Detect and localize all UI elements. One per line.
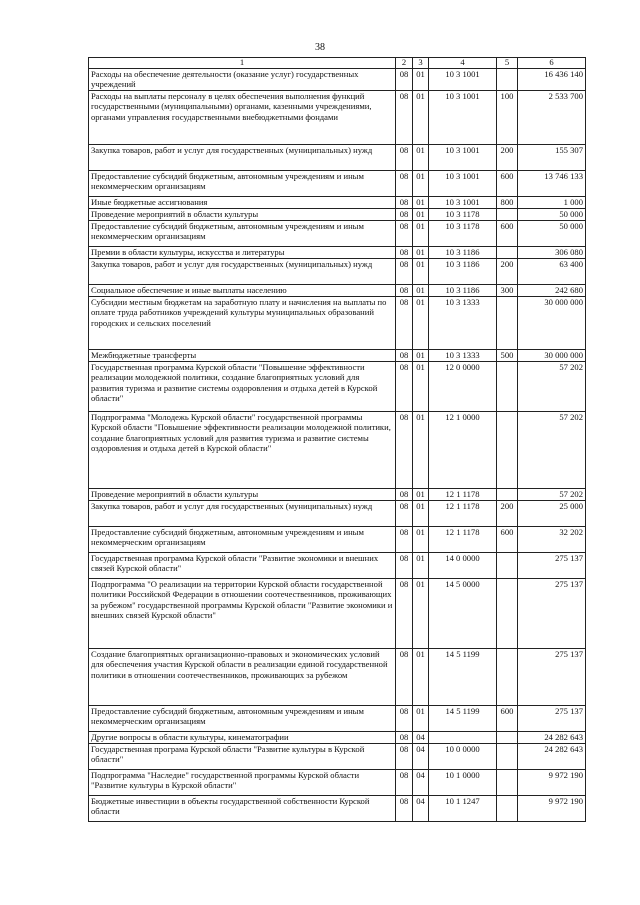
row-expense-type: 200 xyxy=(497,145,518,171)
row-name: Премии в области культуры, искусства и литературы xyxy=(89,247,396,259)
row-amount: 1 000 xyxy=(518,197,586,209)
row-target-code: 10 3 1001 xyxy=(429,197,497,209)
row-expense-type: 300 xyxy=(497,285,518,297)
table-row xyxy=(89,579,586,649)
row-amount: 24 282 643 xyxy=(518,744,586,770)
row-expense-type: 500 xyxy=(497,350,518,362)
table-row xyxy=(89,770,586,796)
table-row xyxy=(89,796,586,822)
row-amount: 2 533 700 xyxy=(518,91,586,145)
row-expense-type: 600 xyxy=(497,221,518,247)
row-subsection: 01 xyxy=(413,350,429,362)
row-section: 08 xyxy=(396,221,413,247)
row-section: 08 xyxy=(396,247,413,259)
row-subsection: 01 xyxy=(413,553,429,579)
row-expense-type xyxy=(497,247,518,259)
row-subsection: 01 xyxy=(413,527,429,553)
table-header-row xyxy=(89,58,586,69)
row-section: 08 xyxy=(396,69,413,91)
row-target-code: 14 0 0000 xyxy=(429,553,497,579)
row-section: 08 xyxy=(396,350,413,362)
row-expense-type: 200 xyxy=(497,259,518,285)
row-name: Субсидии местным бюджетам на заработную плату и начисления на выплаты по оплате труда работников учреждений культуры муниципальных образований городских и сельских поселений xyxy=(89,297,396,350)
header-col-2: 2 xyxy=(396,58,413,69)
row-expense-type: 600 xyxy=(497,706,518,732)
row-subsection: 04 xyxy=(413,732,429,744)
row-subsection: 01 xyxy=(413,171,429,197)
row-section: 08 xyxy=(396,527,413,553)
row-name: Закупка товаров, работ и услуг для государственных (муниципальных) нужд xyxy=(89,501,396,527)
row-amount: 50 000 xyxy=(518,209,586,221)
row-expense-type: 600 xyxy=(497,527,518,553)
row-target-code: 10 3 1186 xyxy=(429,259,497,285)
row-target-code: 10 3 1178 xyxy=(429,209,497,221)
row-amount: 30 000 000 xyxy=(518,350,586,362)
table-row xyxy=(89,69,586,91)
row-subsection: 01 xyxy=(413,145,429,171)
row-expense-type xyxy=(497,297,518,350)
row-section: 08 xyxy=(396,362,413,412)
row-subsection: 01 xyxy=(413,579,429,649)
header-col-5: 5 xyxy=(497,58,518,69)
row-target-code: 10 3 1186 xyxy=(429,285,497,297)
row-subsection: 01 xyxy=(413,649,429,706)
row-section: 08 xyxy=(396,744,413,770)
table-row xyxy=(89,145,586,171)
row-subsection: 01 xyxy=(413,69,429,91)
row-amount: 242 680 xyxy=(518,285,586,297)
row-section: 08 xyxy=(396,209,413,221)
row-target-code: 14 5 1199 xyxy=(429,649,497,706)
row-subsection: 01 xyxy=(413,91,429,145)
row-target-code: 10 3 1333 xyxy=(429,350,497,362)
row-section: 08 xyxy=(396,297,413,350)
row-section: 08 xyxy=(396,796,413,822)
table-row xyxy=(89,209,586,221)
row-name: Предоставление субсидий бюджетным, автономным учреждениям и иным некоммерческим организациям xyxy=(89,221,396,247)
row-amount: 306 080 xyxy=(518,247,586,259)
row-subsection: 04 xyxy=(413,770,429,796)
row-subsection: 01 xyxy=(413,197,429,209)
row-expense-type xyxy=(497,69,518,91)
row-name: Предоставление субсидий бюджетным, автономным учреждениям и иным некоммерческим организациям xyxy=(89,527,396,553)
header-col-3: 3 xyxy=(413,58,429,69)
row-subsection: 01 xyxy=(413,285,429,297)
row-expense-type: 800 xyxy=(497,197,518,209)
row-subsection: 04 xyxy=(413,744,429,770)
row-target-code: 12 1 1178 xyxy=(429,501,497,527)
row-expense-type xyxy=(497,553,518,579)
table-row xyxy=(89,91,586,145)
row-section: 08 xyxy=(396,706,413,732)
row-target-code: 10 1 0000 xyxy=(429,770,497,796)
row-target-code: 12 1 1178 xyxy=(429,527,497,553)
row-amount: 57 202 xyxy=(518,362,586,412)
table-row xyxy=(89,171,586,197)
row-amount: 30 000 000 xyxy=(518,297,586,350)
row-amount: 275 137 xyxy=(518,553,586,579)
table-row xyxy=(89,221,586,247)
row-amount: 25 000 xyxy=(518,501,586,527)
row-subsection: 01 xyxy=(413,209,429,221)
row-name: Подпрограмма "О реализации на территории Курской области государственной политики Российской Федерации в отношении соотечественников, проживающих за рубежом" государственной программы Курской области "Развитие экономики и внешних связей Курской области" xyxy=(89,579,396,649)
row-name: Другие вопросы в области культуры, кинематографии xyxy=(89,732,396,744)
row-name: Предоставление субсидий бюджетным, автономным учреждениям и иным некоммерческим организациям xyxy=(89,171,396,197)
row-name: Проведение мероприятий в области культуры xyxy=(89,209,396,221)
row-amount: 24 282 643 xyxy=(518,732,586,744)
table-row xyxy=(89,706,586,732)
row-section: 08 xyxy=(396,579,413,649)
row-expense-type xyxy=(497,489,518,501)
page-number: 38 xyxy=(315,42,325,53)
row-section: 08 xyxy=(396,145,413,171)
row-section: 08 xyxy=(396,489,413,501)
row-amount: 275 137 xyxy=(518,579,586,649)
row-target-code: 10 0 0000 xyxy=(429,744,497,770)
row-subsection: 01 xyxy=(413,706,429,732)
row-subsection: 01 xyxy=(413,489,429,501)
row-amount: 57 202 xyxy=(518,412,586,489)
table-row xyxy=(89,247,586,259)
row-target-code: 14 5 0000 xyxy=(429,579,497,649)
row-expense-type xyxy=(497,362,518,412)
row-target-code: 10 1 1247 xyxy=(429,796,497,822)
row-name: Расходы на обеспечение деятельности (оказание услуг) государственных учреждений xyxy=(89,69,396,91)
row-section: 08 xyxy=(396,412,413,489)
row-name: Подпрограмма "Наследие" государственной программы Курской области "Развитие культуры в Курской области" xyxy=(89,770,396,796)
table-row xyxy=(89,744,586,770)
row-amount: 155 307 xyxy=(518,145,586,171)
row-section: 08 xyxy=(396,501,413,527)
row-amount: 32 202 xyxy=(518,527,586,553)
row-target-code: 10 3 1333 xyxy=(429,297,497,350)
row-amount: 275 137 xyxy=(518,649,586,706)
row-amount: 57 202 xyxy=(518,489,586,501)
row-expense-type xyxy=(497,732,518,744)
table-row xyxy=(89,350,586,362)
row-section: 08 xyxy=(396,649,413,706)
row-target-code: 10 3 1001 xyxy=(429,69,497,91)
row-target-code: 12 1 0000 xyxy=(429,412,497,489)
row-name: Социальное обеспечение и иные выплаты населению xyxy=(89,285,396,297)
row-name: Расходы на выплаты персоналу в целях обеспечения выполнения функций государственными (муниципальными) органами, казенными учреждениями, органами управления государственными внебюджетными фондами xyxy=(89,91,396,145)
row-subsection: 01 xyxy=(413,362,429,412)
row-amount: 13 746 133 xyxy=(518,171,586,197)
row-subsection: 01 xyxy=(413,221,429,247)
row-subsection: 01 xyxy=(413,247,429,259)
row-subsection: 04 xyxy=(413,796,429,822)
row-section: 08 xyxy=(396,770,413,796)
table-row xyxy=(89,297,586,350)
row-subsection: 01 xyxy=(413,412,429,489)
row-target-code: 10 3 1186 xyxy=(429,247,497,259)
row-section: 08 xyxy=(396,553,413,579)
row-target-code: 10 3 1001 xyxy=(429,91,497,145)
row-section: 08 xyxy=(396,732,413,744)
row-name: Межбюджетные трансферты xyxy=(89,350,396,362)
row-target-code: 14 5 1199 xyxy=(429,706,497,732)
row-name: Иные бюджетные ассигнования xyxy=(89,197,396,209)
row-section: 08 xyxy=(396,285,413,297)
row-name: Проведение мероприятий в области культуры xyxy=(89,489,396,501)
header-col-6: 6 xyxy=(518,58,586,69)
row-name: Создание благоприятных организационно-правовых и экономических условий для обеспечения участия Курской области в реализации единой государственной политики в отношении соотечественников, проживающих за рубежом xyxy=(89,649,396,706)
table-row xyxy=(89,527,586,553)
table-row xyxy=(89,197,586,209)
row-target-code: 10 3 1001 xyxy=(429,171,497,197)
table-row xyxy=(89,362,586,412)
row-subsection: 01 xyxy=(413,297,429,350)
row-expense-type xyxy=(497,209,518,221)
row-section: 08 xyxy=(396,171,413,197)
row-expense-type xyxy=(497,770,518,796)
row-expense-type xyxy=(497,412,518,489)
row-subsection: 01 xyxy=(413,259,429,285)
row-expense-type: 600 xyxy=(497,171,518,197)
row-name: Закупка товаров, работ и услуг для государственных (муниципальных) нужд xyxy=(89,259,396,285)
row-target-code: 12 1 1178 xyxy=(429,489,497,501)
table-row xyxy=(89,553,586,579)
row-expense-type xyxy=(497,579,518,649)
header-col-1: 1 xyxy=(89,58,396,69)
row-expense-type xyxy=(497,744,518,770)
header-col-4: 4 xyxy=(429,58,497,69)
row-amount: 63 400 xyxy=(518,259,586,285)
row-amount: 9 972 190 xyxy=(518,770,586,796)
table-row xyxy=(89,489,586,501)
row-expense-type xyxy=(497,796,518,822)
row-name: Бюджетные инвестиции в объекты государственной собственности Курской области xyxy=(89,796,396,822)
row-expense-type: 200 xyxy=(497,501,518,527)
row-target-code: 12 0 0000 xyxy=(429,362,497,412)
table-row xyxy=(89,501,586,527)
table-row xyxy=(89,259,586,285)
row-amount: 50 000 xyxy=(518,221,586,247)
table-row xyxy=(89,649,586,706)
row-target-code: 10 3 1178 xyxy=(429,221,497,247)
row-name: Закупка товаров, работ и услуг для государственных (муниципальных) нужд xyxy=(89,145,396,171)
table-row xyxy=(89,285,586,297)
row-name: Государственная программа Курской области "Повышение эффективности реализации молодежной политики, создание благоприятных условий для развития туризма и развитие системы оздоровления и отдыха детей в Курской области" xyxy=(89,362,396,412)
row-expense-type: 100 xyxy=(497,91,518,145)
table-row xyxy=(89,732,586,744)
row-section: 08 xyxy=(396,91,413,145)
row-name: Предоставление субсидий бюджетным, автономным учреждениям и иным некоммерческим организациям xyxy=(89,706,396,732)
row-name: Государственная програма Курской области "Развитие культуры в Курской области" xyxy=(89,744,396,770)
row-section: 08 xyxy=(396,259,413,285)
row-name: Подпрограмма "Молодежь Курской области" государственной программы Курской области "Повышение эффективности реализации молодежной политики, создание благоприятных условий для развития туризма и развитие системы оздоровления и отдыха детей в Курской области" xyxy=(89,412,396,489)
row-amount: 16 436 140 xyxy=(518,69,586,91)
row-amount: 9 972 190 xyxy=(518,796,586,822)
row-name: Государственная программа Курской области "Развитие экономики и внешних связей Курской области" xyxy=(89,553,396,579)
row-amount: 275 137 xyxy=(518,706,586,732)
row-target-code xyxy=(429,732,497,744)
table-row xyxy=(89,412,586,489)
row-subsection: 01 xyxy=(413,501,429,527)
row-expense-type xyxy=(497,649,518,706)
row-section: 08 xyxy=(396,197,413,209)
row-target-code: 10 3 1001 xyxy=(429,145,497,171)
budget-table xyxy=(88,57,586,822)
